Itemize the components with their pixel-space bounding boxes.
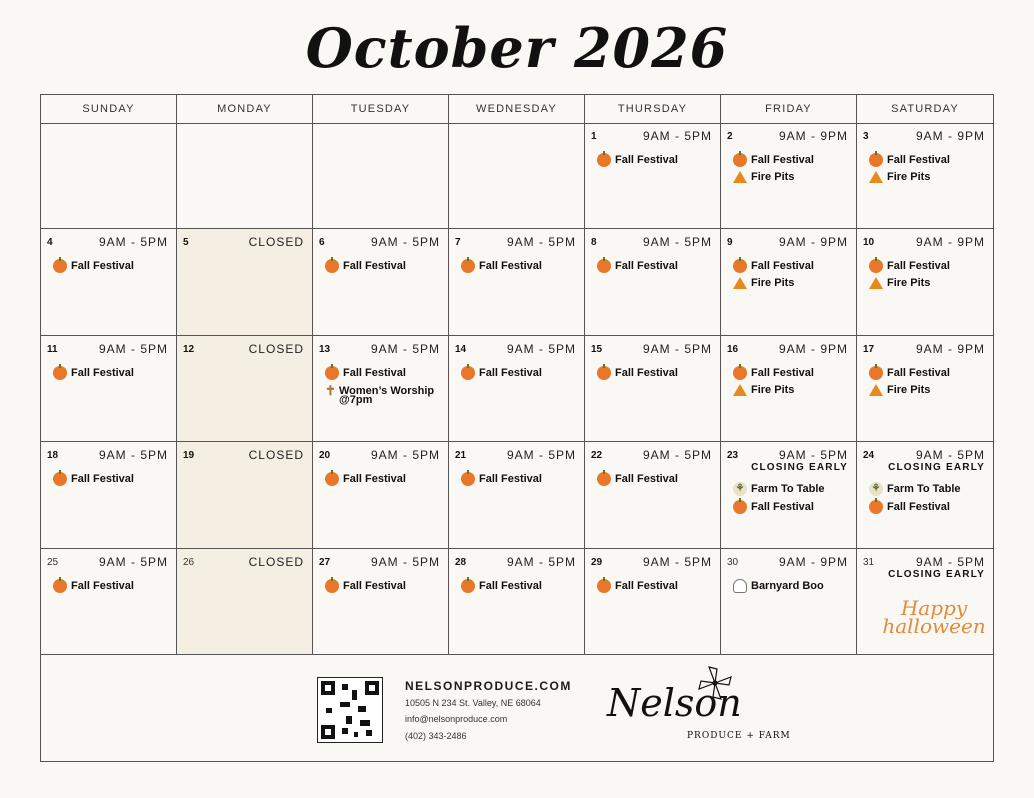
day-cell-22[interactable] [585, 442, 721, 548]
event-item[interactable] [461, 259, 542, 273]
day-cell-8[interactable] [585, 229, 721, 335]
day-number: 9 [727, 237, 733, 249]
event-item[interactable] [53, 579, 134, 593]
event-label: Fall Festival [887, 501, 950, 514]
hours-label: 9AM - 5PM [642, 235, 712, 250]
event-item[interactable] [461, 472, 542, 486]
day-cell-13[interactable] [313, 336, 449, 442]
day-cell-5[interactable] [177, 229, 313, 335]
fire-icon [869, 171, 883, 183]
day-number: 17 [863, 343, 875, 355]
hours-label: 9AM - 9PM [778, 341, 848, 356]
hours-label: 9AM - 5PM [915, 554, 985, 569]
day-number: 10 [863, 237, 875, 249]
page-title: October 2026 [305, 16, 729, 80]
event-item[interactable] [325, 366, 406, 380]
event-label: Fire Pits [887, 171, 931, 183]
day-number: 12 [183, 343, 195, 355]
event-item[interactable] [53, 259, 134, 273]
day-number: 19 [183, 450, 195, 462]
event-label: Fall Festival [343, 366, 406, 379]
event-item[interactable] [733, 482, 825, 496]
pumpkin-icon [461, 259, 475, 273]
day-cell-25[interactable] [41, 549, 177, 655]
day-number: 24 [863, 450, 875, 462]
day-cell-17[interactable] [857, 336, 993, 442]
weekday-friday: FRIDAY [721, 95, 857, 123]
website-link[interactable]: NELSONPRODUCE.COM [405, 679, 572, 693]
day-cell-23[interactable] [721, 442, 857, 548]
day-number: 11 [47, 343, 58, 355]
happy-halloween-art: Happy halloween [882, 595, 986, 638]
fire-icon [869, 384, 883, 396]
event-label: Fall Festival [71, 473, 134, 486]
hours-label: 9AM - 5PM [778, 448, 848, 463]
event-item[interactable] [733, 366, 814, 380]
day-cell-3[interactable] [857, 123, 993, 229]
pumpkin-icon [597, 153, 611, 167]
pumpkin-icon [325, 472, 339, 486]
day-number: 27 [319, 556, 331, 568]
event-item[interactable] [325, 472, 406, 486]
cross-icon: ✝ [325, 382, 336, 398]
fire-icon [733, 277, 747, 289]
day-number: 15 [591, 343, 603, 355]
event-item[interactable] [597, 472, 678, 486]
day-cell-19[interactable] [177, 442, 313, 548]
day-cell-31[interactable] [857, 549, 993, 655]
address: 10505 N 234 St. Valley, NE 68064 [405, 698, 541, 708]
closing-early-badge: CLOSING EARLY [751, 462, 848, 474]
pumpkin-icon [597, 259, 611, 273]
event-item[interactable] [869, 153, 950, 167]
closed-label: CLOSED [248, 554, 304, 569]
logo-subtitle: PRODUCE + FARM [687, 731, 791, 741]
event-label: Fall Festival [71, 366, 134, 379]
email-link[interactable]: info@nelsonproduce.com [405, 714, 508, 724]
event-item[interactable] [869, 366, 950, 380]
pumpkin-icon [461, 579, 475, 593]
pumpkin-icon [53, 259, 67, 273]
hours-label: 9AM - 5PM [370, 235, 440, 250]
event-item[interactable] [339, 394, 372, 406]
hours-label: 9AM - 5PM [98, 235, 168, 250]
event-item[interactable] [733, 153, 814, 167]
day-cell-21[interactable] [449, 442, 585, 548]
day-number: 5 [183, 237, 189, 249]
hours-label: 9AM - 5PM [370, 448, 440, 463]
pumpkin-icon [869, 366, 883, 380]
hours-label: 9AM - 5PM [98, 554, 168, 569]
hours-label: 9AM - 5PM [98, 341, 168, 356]
wheat-icon: ⚘ [733, 482, 747, 496]
hours-label: 9AM - 9PM [778, 554, 848, 569]
event-label: Fall Festival [887, 260, 950, 273]
pumpkin-icon [53, 579, 67, 593]
event-label: Fire Pits [751, 171, 795, 183]
day-number: 6 [319, 237, 325, 249]
hours-label: 9AM - 9PM [915, 129, 985, 143]
event-item[interactable] [597, 259, 678, 273]
event-label: Women’s Worship [339, 384, 435, 397]
event-item[interactable] [869, 171, 930, 183]
day-cell-12[interactable] [177, 336, 313, 442]
day-number: 21 [455, 450, 467, 462]
weekday-sunday: SUNDAY [41, 95, 177, 123]
day-number: 31 [863, 556, 875, 568]
event-label: Farm To Table [887, 483, 961, 496]
event-label: Fire Pits [751, 383, 795, 396]
fire-icon [733, 384, 747, 396]
event-item[interactable] [325, 579, 406, 593]
hours-label: 9AM - 5PM [370, 341, 440, 356]
pumpkin-icon [733, 259, 747, 273]
hours-label: 9AM - 5PM [642, 129, 712, 143]
day-number: 25 [47, 556, 59, 568]
wheat-icon: ⚘ [869, 482, 883, 496]
event-item[interactable] [869, 259, 950, 273]
event-label: Fire Pits [887, 383, 931, 396]
event-label: Fall Festival [71, 260, 134, 273]
pumpkin-icon [733, 153, 747, 167]
day-number: 7 [455, 237, 461, 249]
day-cell-1[interactable] [585, 123, 721, 229]
pumpkin-icon [325, 579, 339, 593]
pumpkin-icon [733, 500, 747, 514]
weekday-thursday: THURSDAY [585, 95, 721, 123]
event-label: Fall Festival [479, 473, 542, 486]
fire-icon [733, 171, 747, 183]
event-label: Fall Festival [343, 260, 406, 273]
hours-label: 9AM - 5PM [915, 448, 985, 463]
event-item[interactable] [461, 366, 542, 380]
hours-label: 9AM - 5PM [506, 341, 576, 356]
pumpkin-icon [325, 366, 339, 380]
event-item[interactable] [733, 500, 814, 514]
day-number: 30 [727, 556, 739, 568]
event-item[interactable] [461, 579, 542, 593]
empty-day-cell[interactable] [177, 123, 313, 229]
event-item[interactable] [53, 366, 134, 380]
closing-early-badge: CLOSING EARLY [888, 568, 985, 580]
day-cell-18[interactable] [41, 442, 177, 548]
event-label: Fall Festival [479, 260, 542, 273]
event-item[interactable] [733, 384, 794, 396]
day-number: 23 [727, 450, 739, 462]
day-cell-28[interactable] [449, 549, 585, 655]
weekday-saturday: SATURDAY [891, 103, 959, 115]
day-cell-16[interactable] [721, 336, 857, 442]
event-item[interactable] [733, 277, 794, 289]
footer [41, 655, 993, 761]
hours-label: 9AM - 5PM [506, 448, 576, 463]
event-label: Fall Festival [751, 154, 814, 166]
closed-label: CLOSED [248, 341, 304, 356]
hours-label: 9AM - 9PM [915, 341, 985, 356]
fire-icon [869, 277, 883, 289]
pumpkin-icon [869, 500, 883, 514]
hours-label: 9AM - 9PM [915, 235, 985, 250]
event-label: Fall Festival [615, 154, 678, 166]
event-label: Fire Pits [887, 277, 931, 290]
hours-label: 9AM - 5PM [506, 235, 576, 250]
event-label: Fall Festival [751, 366, 814, 379]
pumpkin-icon [869, 259, 883, 273]
qr-code-icon[interactable] [317, 677, 383, 743]
day-cell-20[interactable] [313, 442, 449, 548]
pumpkin-icon [325, 259, 339, 273]
hours-label: 9AM - 5PM [98, 448, 168, 463]
day-number: 18 [47, 450, 59, 462]
event-label: Fire Pits [751, 277, 795, 290]
closing-early-badge: CLOSING EARLY [888, 462, 985, 474]
day-cell-26[interactable] [177, 549, 313, 655]
ghost-icon [733, 579, 747, 593]
day-cell-4[interactable] [41, 229, 177, 335]
hours-label: 9AM - 5PM [642, 554, 712, 569]
event-label: Farm To Table [751, 483, 825, 496]
event-label: Fall Festival [615, 473, 678, 486]
event-label: Fall Festival [751, 501, 814, 514]
hours-label: 9AM - 5PM [506, 554, 576, 569]
closed-label: CLOSED [248, 235, 304, 250]
day-cell-30[interactable] [721, 549, 857, 655]
day-number: 1 [591, 131, 597, 142]
event-item[interactable] [869, 500, 950, 514]
day-number: 8 [591, 237, 597, 249]
day-cell-2[interactable] [721, 123, 857, 229]
event-item[interactable] [733, 171, 794, 183]
event-label: Fall Festival [479, 579, 542, 592]
event-item[interactable] [53, 472, 134, 486]
day-number: 4 [47, 237, 53, 249]
day-cell-29[interactable] [585, 549, 721, 655]
day-cell-27[interactable] [313, 549, 449, 655]
day-cell-6[interactable] [313, 229, 449, 335]
event-label: Fall Festival [751, 260, 814, 273]
calendar [40, 94, 994, 762]
day-number: 26 [183, 556, 195, 568]
event-label: Fall Festival [615, 366, 678, 379]
weekday-monday: MONDAY [177, 95, 313, 123]
event-item[interactable] [869, 384, 930, 396]
pumpkin-icon [53, 366, 67, 380]
event-label: Fall Festival [343, 579, 406, 592]
pumpkin-icon [53, 472, 67, 486]
day-number: 20 [319, 450, 331, 462]
event-label: @7pm [339, 393, 373, 406]
day-number: 16 [727, 343, 739, 355]
event-label: Fall Festival [71, 579, 134, 592]
day-number: 22 [591, 450, 603, 462]
event-label: Fall Festival [887, 366, 950, 379]
nelson-logo: Nelson [607, 681, 742, 725]
empty-day-cell[interactable] [41, 123, 177, 229]
event-label: Barnyard Boo [751, 579, 824, 592]
hours-label: 9AM - 5PM [642, 448, 712, 463]
event-label: Fall Festival [615, 579, 678, 592]
pumpkin-icon [597, 472, 611, 486]
day-number: 3 [863, 131, 869, 142]
phone-number: (402) 343-2486 [405, 731, 467, 741]
day-number: 13 [319, 343, 331, 355]
pumpkin-icon [461, 366, 475, 380]
event-item[interactable] [597, 366, 678, 380]
calendar-grid [41, 123, 993, 655]
day-cell-10[interactable] [857, 229, 993, 335]
event-item[interactable] [733, 259, 814, 273]
day-number: 14 [455, 343, 467, 355]
closed-label: CLOSED [248, 448, 304, 463]
empty-day-cell[interactable] [449, 123, 585, 229]
pumpkin-icon [597, 579, 611, 593]
event-label: Fall Festival [615, 260, 678, 273]
pumpkin-icon [869, 153, 883, 167]
pumpkin-icon [461, 472, 475, 486]
day-number: 28 [455, 556, 467, 568]
weekday-tuesday: TUESDAY [313, 95, 449, 123]
day-cell-9[interactable] [721, 229, 857, 335]
event-item[interactable] [597, 153, 678, 167]
day-cell-11[interactable] [41, 336, 177, 442]
pumpkin-icon [597, 366, 611, 380]
day-cell-7[interactable] [449, 229, 585, 335]
event-label: Fall Festival [887, 154, 950, 166]
hours-label: 9AM - 5PM [370, 554, 440, 569]
day-cell-14[interactable] [449, 336, 585, 442]
event-item[interactable] [325, 259, 406, 273]
event-item[interactable] [597, 579, 678, 593]
weekday-header [41, 95, 993, 124]
pumpkin-icon [733, 366, 747, 380]
hours-label: 9AM - 9PM [778, 129, 848, 143]
hours-label: 9AM - 9PM [778, 235, 848, 250]
empty-day-cell[interactable] [313, 123, 449, 229]
day-number: 29 [591, 556, 603, 568]
day-number: 2 [727, 131, 733, 142]
event-item[interactable] [733, 579, 824, 593]
event-item[interactable] [869, 482, 961, 496]
day-cell-15[interactable] [585, 336, 721, 442]
hours-label: 9AM - 5PM [642, 341, 712, 356]
event-item[interactable] [869, 277, 930, 289]
event-label: Fall Festival [343, 473, 406, 486]
day-cell-24[interactable] [857, 442, 993, 548]
weekday-wednesday: WEDNESDAY [449, 95, 585, 123]
event-label: Fall Festival [479, 366, 542, 379]
